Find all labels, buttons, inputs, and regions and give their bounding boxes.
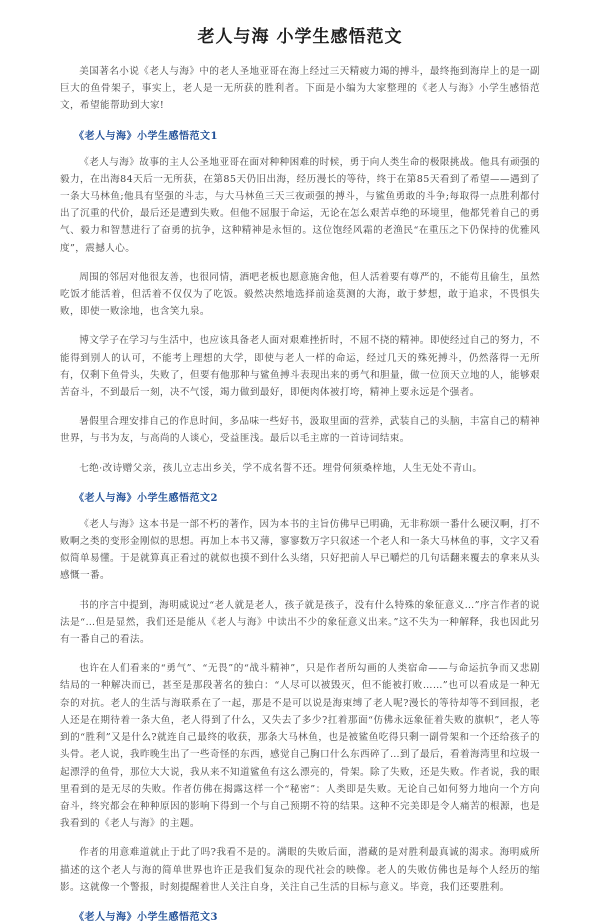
section-heading-2: 《老人与海》小学生感悟范文2: [74, 492, 218, 504]
section-1-paragraph: 暑假里合理安排自己的作息时间，多品味一些好书，汲取里面的营养，武装自己的头脑，丰富自己的精神世界，与书为友，与高尚的人谈心，受益匪浅。最后以毛主席的一首诗词结束。: [60, 416, 540, 445]
section-heading-1: 《老人与海》小学生感悟范文1: [74, 130, 218, 142]
document-title: 老人与海 小学生感悟范文: [197, 27, 403, 47]
section-1-paragraph: 博文学子在学习与生活中，也应该具备老人面对艰难挫折时，不屈不挠的精神。即使经过自己的努力，不能得到别人的认可，不能考上理想的大学，即使与老人一样的命运，经过几天的殊死搏斗，仍然落得一无所有，仅剩下鱼骨头，失败了，但要有他那种与鲨鱼搏斗表现出来的勇气和胆量，做一位顶天立地的人，能够艰苦奋斗，不到最后一刻，决不气馁，竭力做到最好，即便肉体被打垮，精神上要永远是个强者。: [60, 335, 540, 399]
section-1-paragraph: 周围的邻居对他很友善，也很同情，酒吧老板也愿意施舍他，但人活着要有尊严的，不能苟且偷生，虽然吃饭才能活着，但活着不仅仅为了吃饭。毅然决然地选择前途莫测的大海，敢于梦想，敢于追求，不畏惧失败，即使一败涂地，也含笑九泉。: [60, 271, 540, 318]
section-heading-3: 《老人与海》小学生感悟范文3: [74, 911, 218, 923]
section-2-paragraph: 书的序言中提到，海明威说过“老人就是老人，孩子就是孩子，没有什么特殊的象征意义…”序言作者的说法是“…但是显然，我们还是能从《老人与海》中读出不少的象征意义出来。”这不失为一种解释，我也因此另有一番自己的看法。: [60, 599, 540, 646]
section-1-paragraph: 《老人与海》故事的主人公圣地亚哥在面对种种困难的时候，勇于向人类生命的极限挑战。他具有顽强的毅力，在出海84天后一无所获，在第85天仍旧出海，经历漫长的等待，终于在第85天看到了希望——遇到了一条大马林鱼;他具有坚强的斗志，与大马林鱼三天三夜顽强的搏斗，与鲨鱼勇敢的斗争;每取得一点胜利都付出了沉重的代价，最后还是遭到失败。但他不屈服于命运，无论在怎么艰苦卓绝的环境里，他都凭着自己的勇气、毅力和智慧进行了奋勇的抗争，这种精神是永恒的。这位饱经风霜的老渔民“在重压之下仍保持的优雅风度”，震撼人心。: [60, 156, 540, 254]
intro-paragraph: 美国著名小说《老人与海》中的老人圣地亚哥在海上经过三天精疲力竭的搏斗，最终拖到海岸上的是一副巨大的鱼骨架子，事实上，老人是一无所获的胜利者。下面是小编为大家整理的《老人与海》小学生感悟范文，希望能帮助到大家!: [60, 66, 540, 112]
section-2-paragraph: 作者的用意难道就止于此了吗?我看不是的。满眼的失败后面，潜藏的是对胜利最真诚的渴求。海明威所描述的这个老人与海的简单世界也许正是我们复杂的现代社会的映像。老人的失败仿佛也是每个人经历的缩影。这就像一个警报，时刻提醒着世人关注自身，关注自己生活的目标与意义。毕竟，我们还要胜利。: [60, 847, 540, 893]
section-2-paragraph: 《老人与海》这本书是一部不朽的著作，因为本书的主旨仿佛早已明确，无非称颂一番什么硬汉啊，打不败啊之类的变形金刚似的思想。再加上本书又薄，寥寥数万字只叙述一个老人和一条大马林鱼的事，文字又看似简单易懂。于是就算真正看过的就似也摸不到什么头绪，只好把前人早已嚼烂的几句话翻来覆去的拿来从头感慨一番。: [60, 518, 540, 582]
section-1-poem: 七绝·改诗赠父亲，孩儿立志出乡关，学不成名誓不还。埋骨何须桑梓地，人生无处不青山。: [79, 462, 483, 474]
section-2-paragraph: 也许在人们看来的“勇气”、“无畏”的“战斗精神”，只是作者所勾画的人类宿命——与命运抗争而又悲剧结局的一种解决而已，甚至是那段著名的独白：“人尽可以被毁灭，但不能被打败……”也可以看成是一种无奈的对抗。老人的生活与海联系在了一起，那是不是可以说是海束缚了老人呢?漫长的等待却等不到回报，老人还是在期待着一条大鱼，老人得到了什么，又失去了多少?扛着那面“仿佛永远象征着失败的旗帜”，老人等到的“胜利”又是什么?就连自己最终的收获，那条大马林鱼，也是被鲨鱼吃得只剩一副骨架和一个还给孩子的头骨。老人说，我昨晚生出了一些奇怪的东西，感觉自己胸口什么东西碎了…到了最后，看着海湾里和垃圾一起漂浮的鱼骨，那位大大说，我从来不知道鲨鱼有这么漂亮的，骨架。除了失败，还是失败。作者说，我的眼里看到的是无尽的失败。作者仿佛在揭露这样一个“秘密”：人类即是失败。无论自己如何努力地向一个方向奋斗，终究都会在种种原因的影响下得到一个与自己预期不符的结果。这种不完美即是令人痛苦的根源，也是我看到的《老人与海》的主题。: [60, 663, 540, 830]
